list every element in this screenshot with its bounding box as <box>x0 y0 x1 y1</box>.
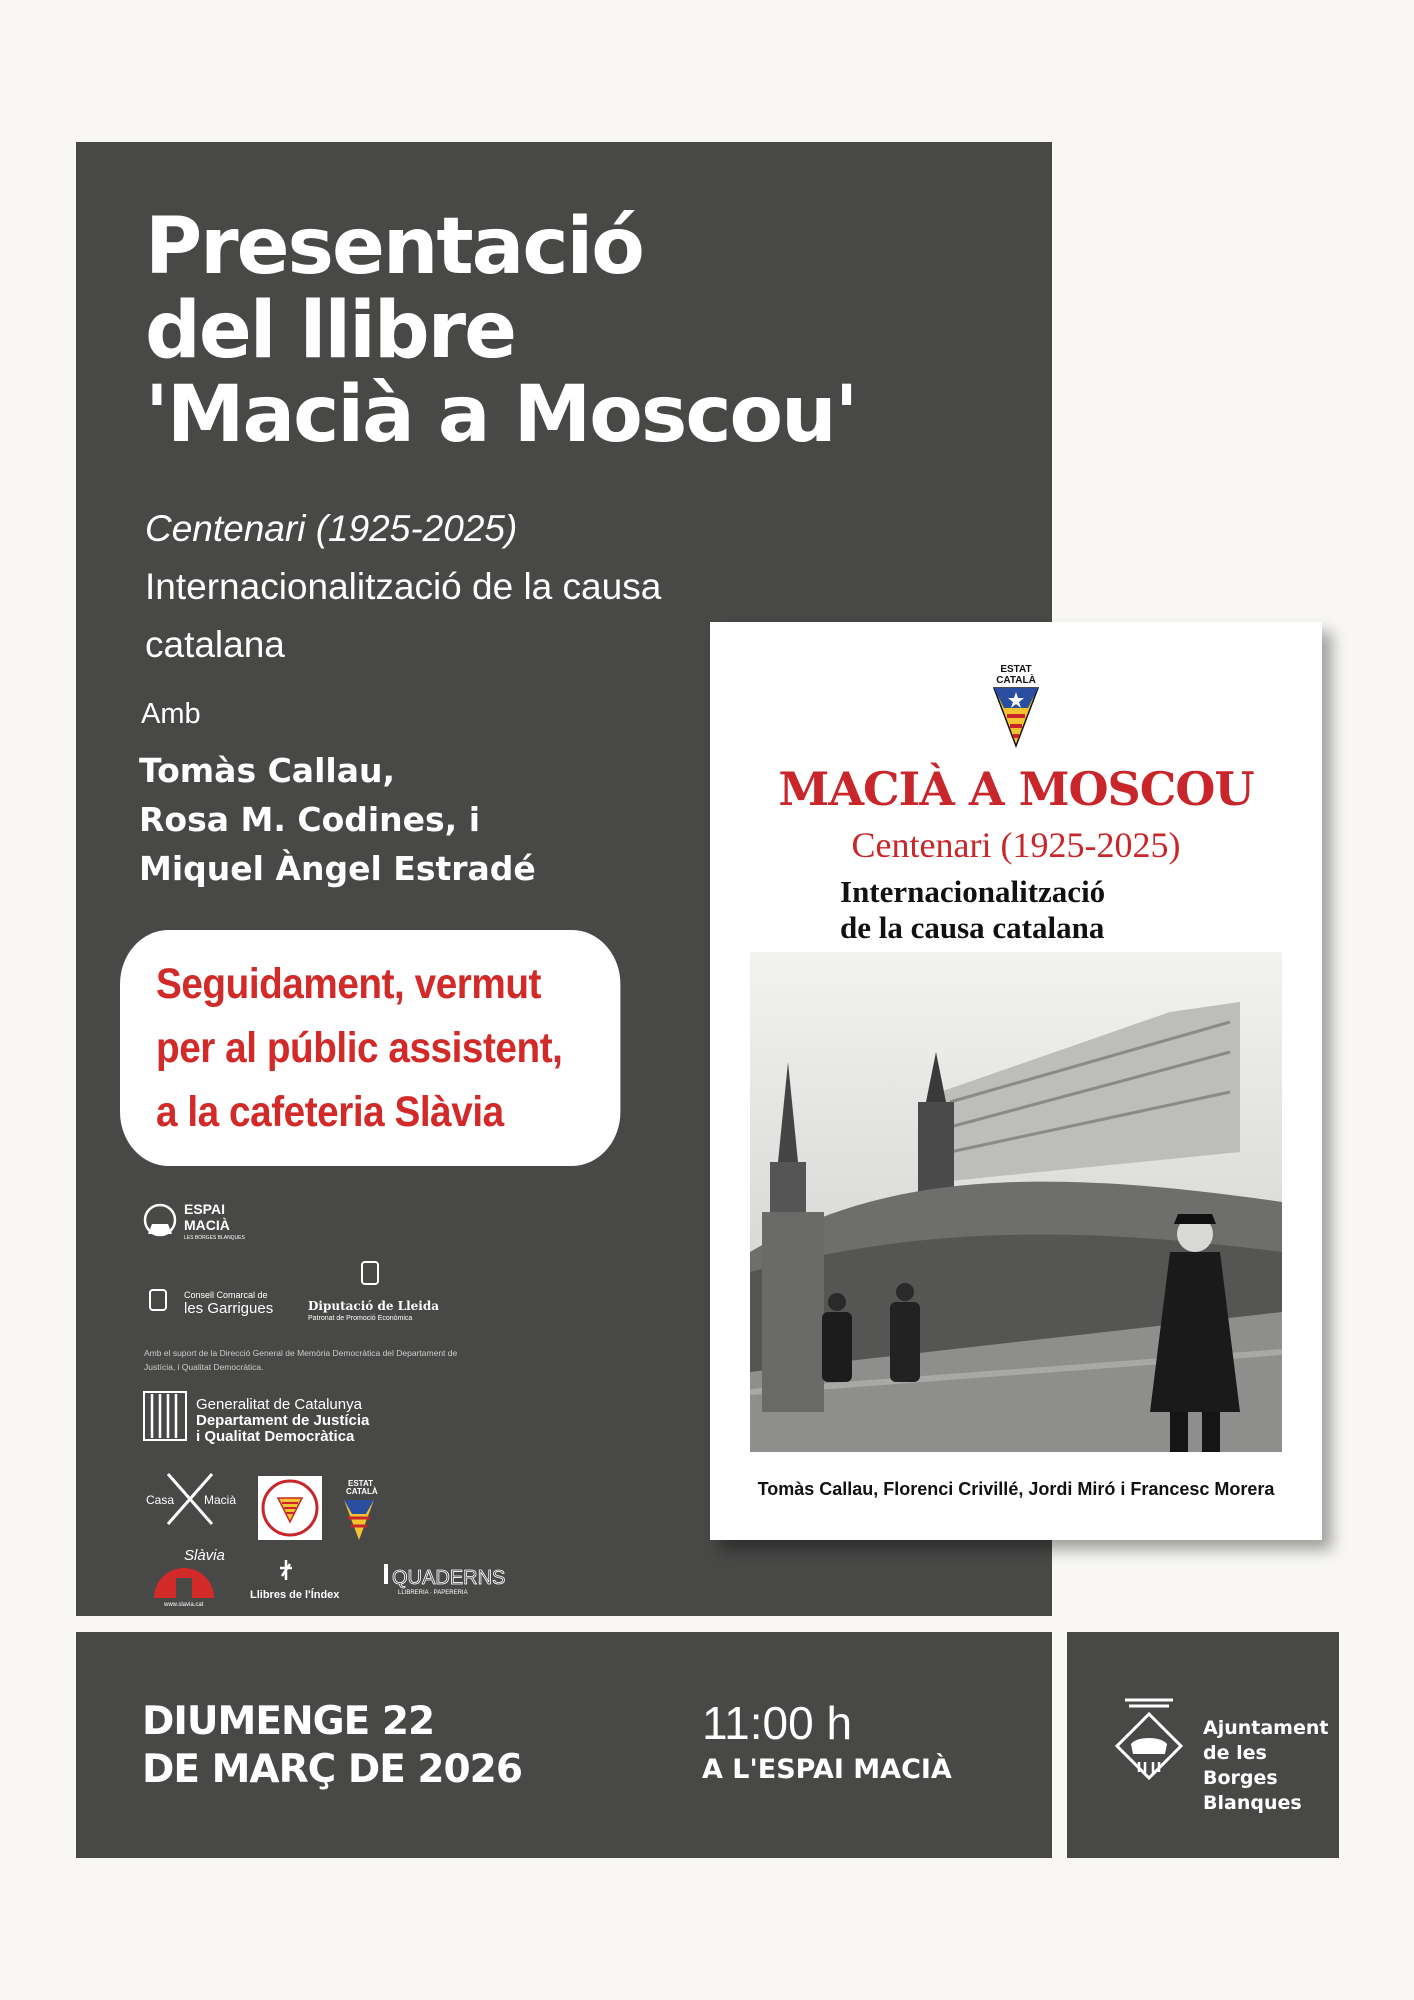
vermut-line-3: a la cafeteria Slàvia <box>156 1088 504 1136</box>
quaderns-icon <box>384 1564 388 1584</box>
festa-badge-logo <box>258 1476 322 1540</box>
llibres-text: Llibres de l'Índex <box>250 1589 340 1601</box>
book-authors: Tomàs Callau, Florenci Crivillé, Jordi Miró i Francesc Morera <box>757 1479 1275 1499</box>
event-place: A L'ESPAI MACIÀ <box>702 1754 952 1785</box>
quaderns-text: QUADERNS <box>392 1567 506 1589</box>
slavia-url: www.slavia.cat <box>164 1602 204 1608</box>
generalitat-shield-icon <box>144 1392 186 1440</box>
badge-catala: CATALÀ <box>996 675 1036 686</box>
slavia-text: Slàvia <box>184 1547 225 1564</box>
ajuntament-panel <box>1067 1632 1339 1858</box>
consell-text-1: Consell Comarcal de <box>184 1290 268 1300</box>
book-subtitle: Centenari (1925-2025) <box>851 825 1181 865</box>
casa-macia-logo <box>146 1474 236 1524</box>
generalitat-text-2: Departament de Justícia <box>196 1412 370 1429</box>
ajuntament-line-2: de les Borges <box>1203 1742 1278 1789</box>
subtitle-centenari: Centenari (1925-2025) <box>145 508 518 549</box>
generalitat-logo <box>144 1392 370 1445</box>
speaker-3: Miquel Àngel Estradé <box>139 849 536 888</box>
diputacio-text-2: Patronat de Promoció Econòmica <box>308 1315 413 1322</box>
consell-shield-icon <box>150 1290 166 1310</box>
ajuntament-line-3: Blanques <box>1203 1792 1302 1814</box>
event-date <box>142 1698 522 1794</box>
estat-catala-badge <box>988 662 1044 748</box>
llibres-icon <box>280 1560 292 1580</box>
title-line-1: Presentació <box>145 202 643 292</box>
sponsor-logos <box>140 1188 540 1608</box>
subtitle-internacionalitzacio: Internacionalització de la causa catalana <box>145 566 662 665</box>
subtitle <box>145 500 705 674</box>
casa-macia-text: Macià <box>204 1493 237 1507</box>
book-sub-line-2: de la causa catalana <box>840 910 1105 945</box>
quaderns-sub-text: LLIBRERIA · PAPERERIA <box>398 1590 468 1596</box>
book-subtitle-2 <box>840 874 1105 946</box>
estat-catala-logo <box>344 1479 378 1540</box>
diputacio-text-1: Diputació de Lleida <box>308 1299 440 1313</box>
book-cover <box>710 622 1322 1540</box>
consell-text-2: les Garrigues <box>184 1300 274 1317</box>
title-line-3: 'Macià a Moscou' <box>145 370 857 460</box>
casa-text: Casa <box>146 1493 175 1507</box>
vermut-line-1: Seguidament, vermut <box>156 960 541 1008</box>
diputacio-shield-icon <box>362 1262 378 1284</box>
page-title <box>145 202 857 460</box>
quaderns-logo <box>384 1564 505 1596</box>
llibres-index-logo <box>250 1560 340 1601</box>
generalitat-text-3: i Qualitat Democràtica <box>196 1428 355 1445</box>
vermut-line-2: per al públic assistent, <box>156 1024 563 1072</box>
speakers-list <box>139 746 536 893</box>
badge-estat: ESTAT <box>1000 664 1032 675</box>
event-date-line-1: DIUMENGE 22 <box>142 1699 435 1744</box>
title-line-2: del llibre <box>145 286 516 376</box>
estat-text: ESTAT <box>348 1479 374 1488</box>
espai-macia-logo <box>145 1201 246 1241</box>
ajuntament-line-1: Ajuntament <box>1203 1717 1329 1739</box>
vermut-callout <box>120 930 620 1166</box>
espai-sub-text: LES BORGES BLANQUES <box>184 1235 245 1241</box>
speaker-2: Rosa M. Codines, i <box>139 800 481 839</box>
book-title: MACIÀ A MOSCOU <box>778 762 1254 816</box>
catala-text: CATALÀ <box>346 1487 378 1496</box>
espai-text: ESPAI <box>184 1201 225 1217</box>
suport-text: Amb el suport de la Direcció General de Memòria Democràtica del Departament de Justícia, i Qualitat Democràtica. <box>144 1348 458 1372</box>
event-info-panel <box>76 1632 1052 1858</box>
macia-text: MACIÀ <box>184 1217 230 1233</box>
generalitat-text-1: Generalitat de Catalunya <box>196 1396 362 1413</box>
ajuntament-shield-icon <box>1109 1688 1189 1788</box>
speaker-1: Tomàs Callau, <box>139 751 395 790</box>
ajuntament-name <box>1203 1716 1339 1816</box>
diputacio-logo <box>308 1262 439 1322</box>
kremlin-photo-illustration <box>750 952 1282 1452</box>
book-photo <box>750 952 1282 1452</box>
speakers-intro: Amb <box>141 698 201 730</box>
event-time: 11:00 h <box>702 1697 853 1749</box>
slavia-logo <box>154 1547 225 1608</box>
event-date-line-2: DE MARÇ DE 2026 <box>142 1747 522 1792</box>
book-sub-line-1: Internacionalització <box>840 874 1106 909</box>
consell-comarcal-logo <box>150 1290 273 1317</box>
